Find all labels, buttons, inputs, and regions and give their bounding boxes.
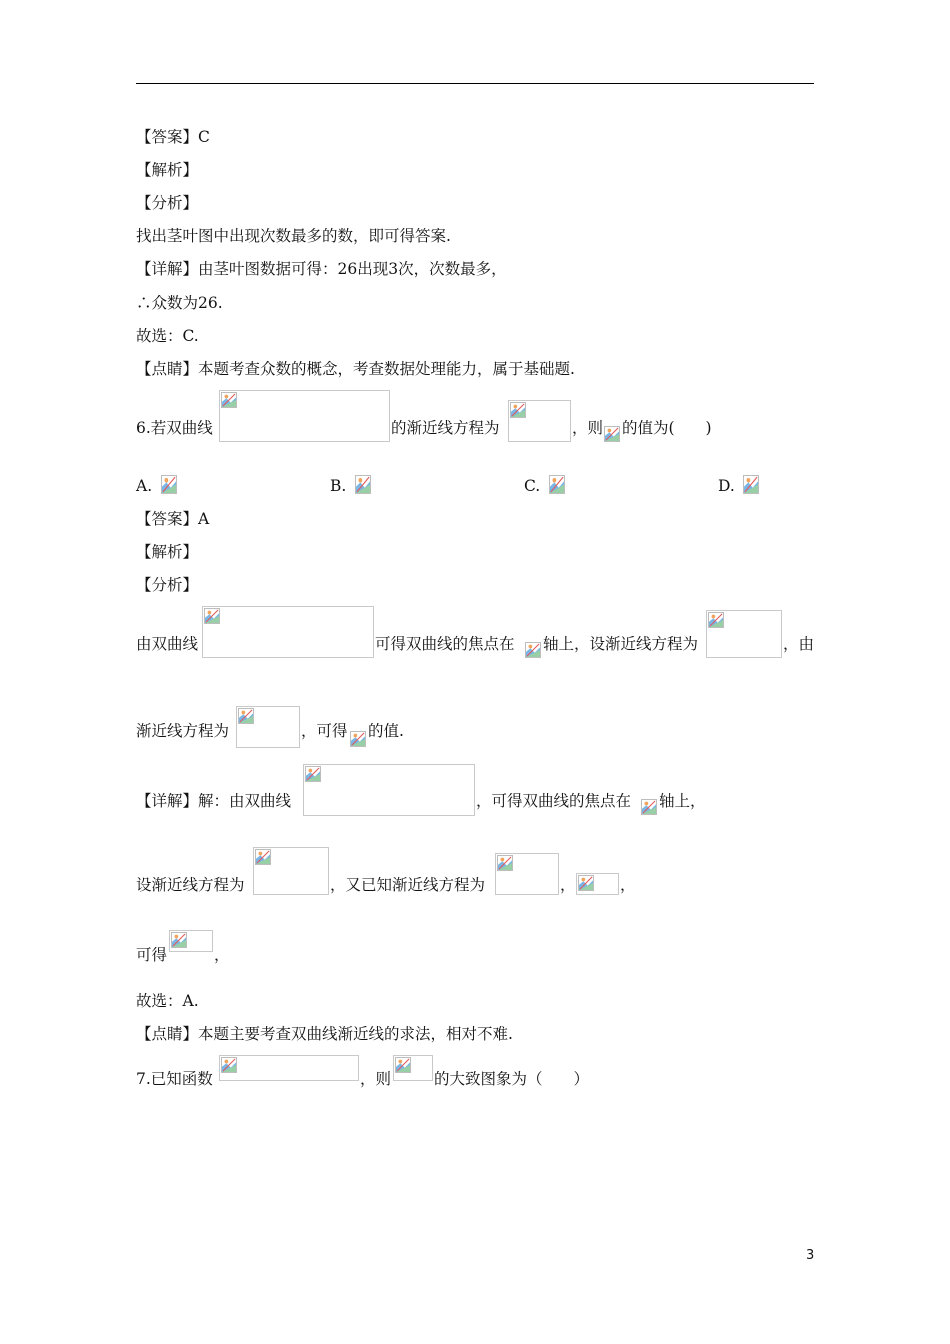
equation-image bbox=[219, 1055, 359, 1081]
equation-image bbox=[169, 930, 213, 952]
broken-image-icon bbox=[743, 475, 759, 494]
equation-image bbox=[508, 400, 571, 442]
q7-stem-c: 的大致图象为（ ） bbox=[434, 1070, 590, 1088]
fenxi-1c: 轴上，设渐近线方程为 bbox=[543, 635, 699, 653]
variable-image bbox=[604, 426, 622, 444]
answer-line: 【答案】A bbox=[136, 510, 210, 528]
answer-line: 【答案】C bbox=[136, 128, 210, 146]
equation-image bbox=[219, 390, 390, 442]
fenxi-text: 找出茎叶图中出现次数最多的数，即可得答案. bbox=[136, 227, 451, 245]
broken-image-icon bbox=[221, 1057, 237, 1073]
option-b-image bbox=[355, 475, 373, 495]
option-d-label: D. bbox=[718, 477, 735, 495]
detail-1c: 轴上， bbox=[659, 792, 706, 810]
detail-3b: ， bbox=[214, 946, 230, 964]
fenxi-1d: ，由 bbox=[783, 635, 815, 653]
comment-line: 【点睛】本题考查众数的概念，考查数据处理能力，属于基础题. bbox=[136, 360, 575, 378]
conclusion-line: ∴众数为26. bbox=[136, 294, 223, 312]
q6-stem-d: 的值为( ) bbox=[622, 419, 712, 437]
equation-image bbox=[236, 706, 300, 748]
broken-image-icon bbox=[604, 426, 620, 442]
header-rule bbox=[136, 83, 814, 84]
broken-image-icon bbox=[171, 932, 187, 948]
variable-image bbox=[525, 642, 543, 660]
broken-image-icon bbox=[395, 1057, 411, 1073]
fenxi-2c: 的值. bbox=[368, 722, 404, 740]
equation-image bbox=[576, 873, 619, 895]
broken-image-icon bbox=[305, 766, 321, 782]
broken-image-icon bbox=[161, 475, 177, 494]
equation-image bbox=[253, 847, 329, 895]
analysis-heading: 【解析】 bbox=[136, 543, 199, 561]
q7-stem-a: 7.已知函数 bbox=[136, 1070, 213, 1088]
variable-image bbox=[350, 731, 368, 749]
equation-image bbox=[393, 1055, 433, 1081]
option-a-label: A. bbox=[136, 477, 153, 495]
variable-image bbox=[641, 799, 659, 817]
broken-image-icon bbox=[350, 731, 366, 747]
comment-line: 【点睛】本题主要考查双曲线渐近线的求法，相对不难. bbox=[136, 1025, 513, 1043]
fenxi-heading: 【分析】 bbox=[136, 576, 199, 594]
broken-image-icon bbox=[549, 475, 565, 494]
choice-line: 故选：C. bbox=[136, 327, 199, 345]
broken-image-icon bbox=[221, 392, 237, 408]
option-c-image bbox=[549, 475, 567, 495]
analysis-heading: 【解析】 bbox=[136, 161, 199, 179]
broken-image-icon bbox=[641, 799, 657, 815]
option-d-image bbox=[743, 475, 761, 495]
equation-image bbox=[495, 853, 559, 895]
broken-image-icon bbox=[510, 402, 526, 418]
choice-line: 故选：A. bbox=[136, 992, 199, 1010]
fenxi-1a: 由双曲线 bbox=[136, 635, 199, 653]
q6-stem-c: ，则 bbox=[572, 419, 604, 437]
equation-image bbox=[202, 606, 374, 658]
broken-image-icon bbox=[255, 849, 271, 865]
detail-2d: ， bbox=[620, 876, 636, 894]
detail-2b: ，又已知渐近线方程为 bbox=[330, 876, 486, 894]
equation-image bbox=[706, 610, 782, 658]
detail-1a: 【详解】解：由双曲线 bbox=[136, 792, 292, 810]
broken-image-icon bbox=[578, 875, 594, 891]
fenxi-heading: 【分析】 bbox=[136, 194, 199, 212]
broken-image-icon bbox=[238, 708, 254, 724]
fenxi-2a: 渐近线方程为 bbox=[136, 722, 230, 740]
option-c-label: C. bbox=[524, 477, 541, 495]
broken-image-icon bbox=[708, 612, 724, 628]
broken-image-icon bbox=[525, 642, 541, 658]
equation-image bbox=[303, 764, 475, 816]
fenxi-1b: 可得双曲线的焦点在 bbox=[375, 635, 515, 653]
fenxi-2b: ，可得 bbox=[301, 722, 348, 740]
option-b-label: B. bbox=[330, 477, 347, 495]
detail-1b: ，可得双曲线的焦点在 bbox=[476, 792, 632, 810]
broken-image-icon bbox=[355, 475, 371, 494]
detail-line: 【详解】由茎叶图数据可得：26出现3次，次数最多， bbox=[136, 260, 507, 278]
broken-image-icon bbox=[497, 855, 513, 871]
option-a-image bbox=[161, 475, 179, 495]
detail-3a: 可得 bbox=[136, 946, 168, 964]
q6-stem-a: 6.若双曲线 bbox=[136, 419, 213, 437]
broken-image-icon bbox=[204, 608, 220, 624]
q7-stem-b: ，则 bbox=[360, 1070, 392, 1088]
detail-2a: 设渐近线方程为 bbox=[136, 876, 245, 894]
detail-2c: ， bbox=[560, 876, 576, 894]
q6-stem-b: 的渐近线方程为 bbox=[391, 419, 500, 437]
page-number: 3 bbox=[806, 1248, 815, 1263]
